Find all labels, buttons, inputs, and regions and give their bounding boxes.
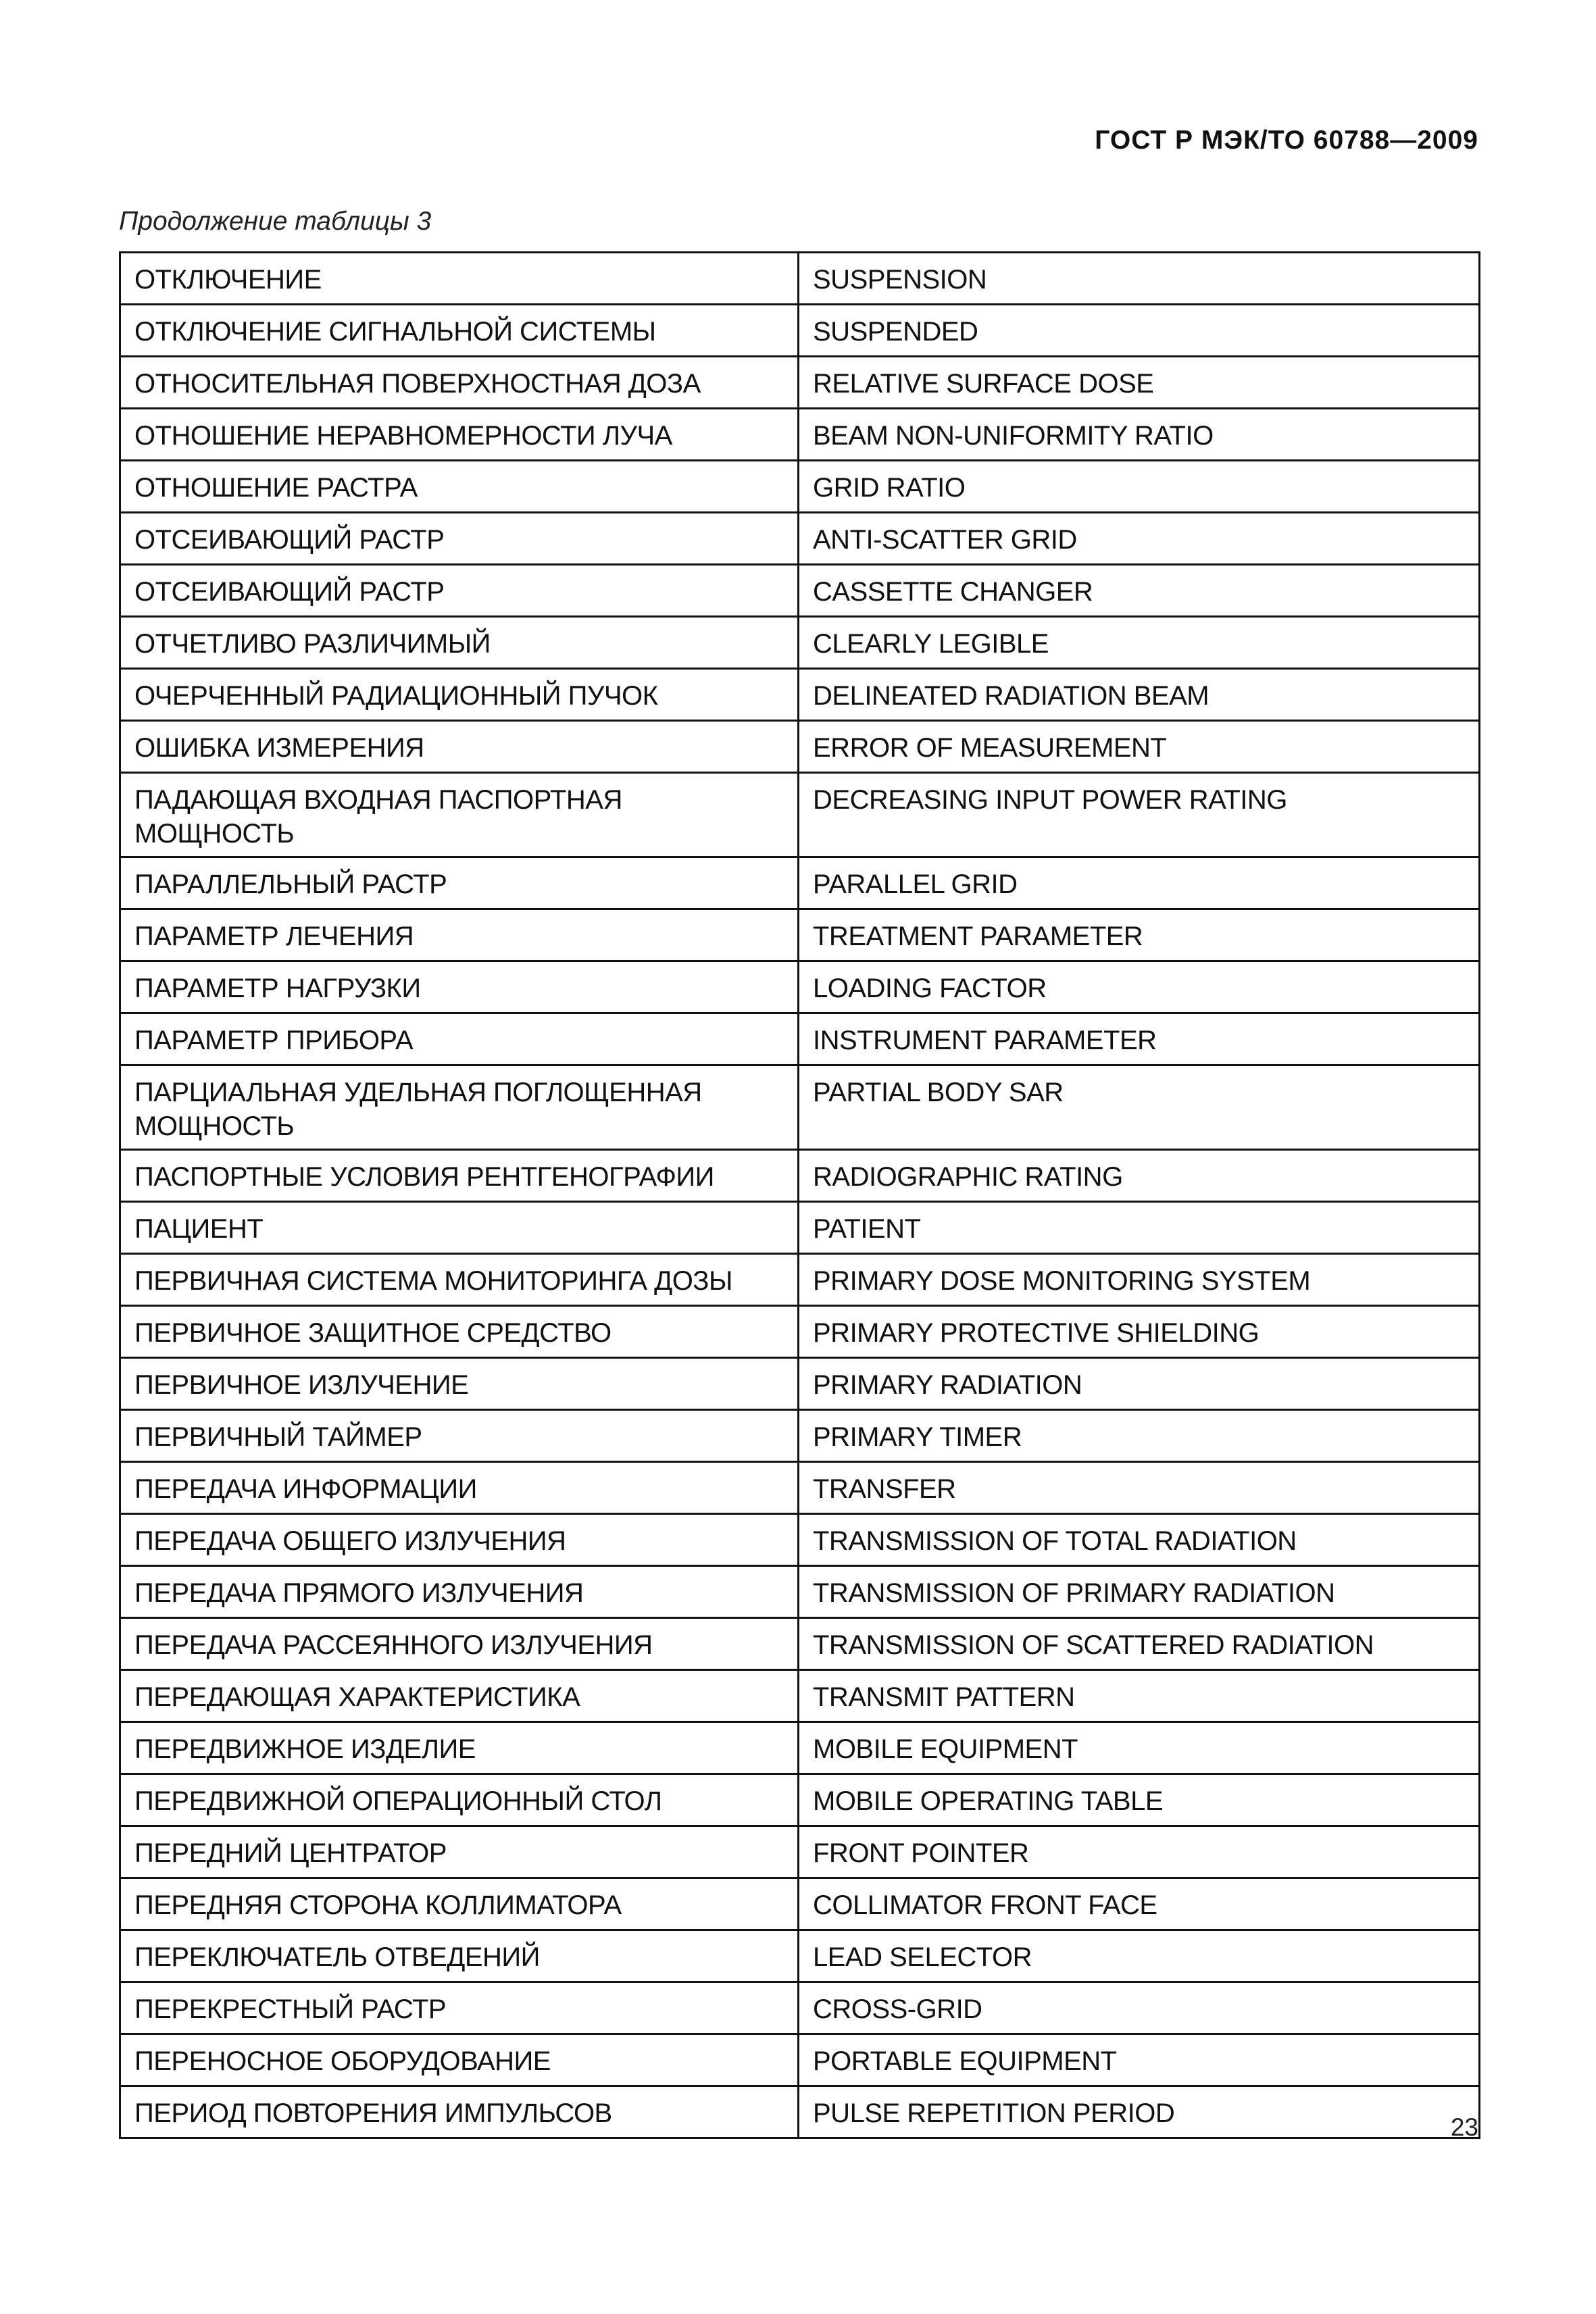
- term-russian: ПАРАМЕТР ПРИБОРА: [120, 1013, 799, 1065]
- term-english: CASSETTE CHANGER: [799, 565, 1480, 617]
- table-row: [120, 1306, 1480, 1358]
- table-row: [120, 1254, 1480, 1306]
- term-russian: ОТСЕИВАЮЩИЙ РАСТР: [120, 565, 799, 617]
- table-row: [120, 669, 1480, 721]
- term-russian: ПАРАМЕТР НАГРУЗКИ: [120, 961, 799, 1013]
- table-row: [120, 721, 1480, 773]
- table-row: [120, 1774, 1480, 1826]
- term-english: TRANSMIT PATTERN: [799, 1670, 1480, 1722]
- term-russian: ПЕРЕДНИЙ ЦЕНТРАТОР: [120, 1826, 799, 1878]
- term-russian: ПЕРЕДАЧА ИНФОРМАЦИИ: [120, 1462, 799, 1514]
- term-russian: ОТКЛЮЧЕНИЕ СИГНАЛЬНОЙ СИСТЕМЫ: [120, 305, 799, 357]
- term-english: TRANSMISSION OF SCATTERED RADIATION: [799, 1618, 1480, 1670]
- table-row: [120, 565, 1480, 617]
- term-russian: ПЕРЕКРЕСТНЫЙ РАСТР: [120, 1982, 799, 2034]
- term-russian: ПАЦИЕНТ: [120, 1202, 799, 1254]
- table-row: [120, 461, 1480, 513]
- term-russian: ОТЧЕТЛИВО РАЗЛИЧИМЫЙ: [120, 617, 799, 669]
- term-russian: ПАРАЛЛЕЛЬНЫЙ РАСТР: [120, 857, 799, 909]
- term-russian: ПЕРВИЧНАЯ СИСТЕМА МОНИТОРИНГА ДОЗЫ: [120, 1254, 799, 1306]
- table-row: [120, 909, 1480, 961]
- table-row: [120, 409, 1480, 461]
- table-row: [120, 2086, 1480, 2138]
- term-russian: ПАСПОРТНЫЕ УСЛОВИЯ РЕНТГЕНОГРАФИИ: [120, 1150, 799, 1202]
- term-russian: ОШИБКА ИЗМЕРЕНИЯ: [120, 721, 799, 773]
- table-row: [120, 1202, 1480, 1254]
- term-russian: ПЕРИОД ПОВТОРЕНИЯ ИМПУЛЬСОВ: [120, 2086, 799, 2138]
- term-russian: ОТКЛЮЧЕНИЕ: [120, 253, 799, 305]
- table-row: [120, 1878, 1480, 1930]
- term-english: PRIMARY DOSE MONITORING SYSTEM: [799, 1254, 1480, 1306]
- table-row: [120, 1462, 1480, 1514]
- term-english: CROSS-GRID: [799, 1982, 1480, 2034]
- table-row: [120, 1930, 1480, 1982]
- term-english: LEAD SELECTOR: [799, 1930, 1480, 1982]
- term-english: BEAM NON-UNIFORMITY RATIO: [799, 409, 1480, 461]
- term-english: TRANSFER: [799, 1462, 1480, 1514]
- term-russian: ПЕРВИЧНЫЙ ТАЙМЕР: [120, 1410, 799, 1462]
- term-russian: ПЕРВИЧНОЕ ЗАЩИТНОЕ СРЕДСТВО: [120, 1306, 799, 1358]
- table-row: [120, 305, 1480, 357]
- term-russian: ПЕРЕДАЮЩАЯ ХАРАКТЕРИСТИКА: [120, 1670, 799, 1722]
- terms-table-body: [120, 253, 1480, 2138]
- term-russian: ОТНОШЕНИЕ РАСТРА: [120, 461, 799, 513]
- term-english: PATIENT: [799, 1202, 1480, 1254]
- table-row: [120, 357, 1480, 409]
- table-row: [120, 1566, 1480, 1618]
- table-row: [120, 253, 1480, 305]
- term-english: LOADING FACTOR: [799, 961, 1480, 1013]
- term-russian: ПЕРВИЧНОЕ ИЗЛУЧЕНИЕ: [120, 1358, 799, 1410]
- terms-table: [119, 251, 1480, 2139]
- term-russian: ОТНОСИТЕЛЬНАЯ ПОВЕРХНОСТНАЯ ДОЗА: [120, 357, 799, 409]
- table-row: [120, 1150, 1480, 1202]
- table-row: [120, 857, 1480, 909]
- table-row: [120, 1670, 1480, 1722]
- table-row: [120, 2034, 1480, 2086]
- term-english: GRID RATIO: [799, 461, 1480, 513]
- term-english: PARTIAL BODY SAR: [799, 1065, 1480, 1150]
- term-english: PULSE REPETITION PERIOD: [799, 2086, 1480, 2138]
- term-russian: ПЕРЕКЛЮЧАТЕЛЬ ОТВЕДЕНИЙ: [120, 1930, 799, 1982]
- term-russian: ПЕРЕДАЧА ПРЯМОГО ИЗЛУЧЕНИЯ: [120, 1566, 799, 1618]
- term-english: TRANSMISSION OF PRIMARY RADIATION: [799, 1566, 1480, 1618]
- term-english: FRONT POINTER: [799, 1826, 1480, 1878]
- term-english: DELINEATED RADIATION BEAM: [799, 669, 1480, 721]
- term-russian: ПЕРЕДНЯЯ СТОРОНА КОЛЛИМАТОРА: [120, 1878, 799, 1930]
- page-number: 23: [1450, 2113, 1478, 2141]
- term-russian: ОЧЕРЧЕННЫЙ РАДИАЦИОННЫЙ ПУЧОК: [120, 669, 799, 721]
- term-russian: ОТСЕИВАЮЩИЙ РАСТР: [120, 513, 799, 565]
- table-row: [120, 1618, 1480, 1670]
- term-english: ANTI-SCATTER GRID: [799, 513, 1480, 565]
- term-english: RADIOGRAPHIC RATING: [799, 1150, 1480, 1202]
- table-row: [120, 513, 1480, 565]
- table-row: [120, 1410, 1480, 1462]
- table-row: [120, 1514, 1480, 1566]
- term-english: MOBILE EQUIPMENT: [799, 1722, 1480, 1774]
- term-russian: ПАРЦИАЛЬНАЯ УДЕЛЬНАЯ ПОГЛОЩЕННАЯ МОЩНОСТЬ: [120, 1065, 799, 1150]
- term-english: SUSPENDED: [799, 305, 1480, 357]
- table-row: [120, 1982, 1480, 2034]
- term-english: PRIMARY PROTECTIVE SHIELDING: [799, 1306, 1480, 1358]
- term-russian: ОТНОШЕНИЕ НЕРАВНОМЕРНОСТИ ЛУЧА: [120, 409, 799, 461]
- table-row: [120, 1013, 1480, 1065]
- table-row: [120, 1826, 1480, 1878]
- term-russian: ПЕРЕДАЧА РАССЕЯННОГО ИЗЛУЧЕНИЯ: [120, 1618, 799, 1670]
- term-english: PRIMARY RADIATION: [799, 1358, 1480, 1410]
- term-russian: ПАРАМЕТР ЛЕЧЕНИЯ: [120, 909, 799, 961]
- term-english: COLLIMATOR FRONT FACE: [799, 1878, 1480, 1930]
- term-english: TRANSMISSION OF TOTAL RADIATION: [799, 1514, 1480, 1566]
- term-english: MOBILE OPERATING TABLE: [799, 1774, 1480, 1826]
- term-english: PORTABLE EQUIPMENT: [799, 2034, 1480, 2086]
- table-row: [120, 961, 1480, 1013]
- term-english: TREATMENT PARAMETER: [799, 909, 1480, 961]
- term-english: SUSPENSION: [799, 253, 1480, 305]
- term-english: PRIMARY TIMER: [799, 1410, 1480, 1462]
- table-caption: Продолжение таблицы 3: [119, 207, 432, 236]
- term-english: INSTRUMENT PARAMETER: [799, 1013, 1480, 1065]
- term-russian: ПЕРЕДВИЖНОЕ ИЗДЕЛИЕ: [120, 1722, 799, 1774]
- table-row: [120, 617, 1480, 669]
- term-english: ERROR OF MEASUREMENT: [799, 721, 1480, 773]
- term-english: DECREASING INPUT POWER RATING: [799, 773, 1480, 857]
- term-russian: ПАДАЮЩАЯ ВХОДНАЯ ПАСПОРТНАЯ МОЩНОСТЬ: [120, 773, 799, 857]
- standard-code: ГОСТ Р МЭК/ТО 60788—2009: [1095, 126, 1478, 155]
- term-russian: ПЕРЕДВИЖНОЙ ОПЕРАЦИОННЫЙ СТОЛ: [120, 1774, 799, 1826]
- term-russian: ПЕРЕНОСНОЕ ОБОРУДОВАНИЕ: [120, 2034, 799, 2086]
- term-english: CLEARLY LEGIBLE: [799, 617, 1480, 669]
- table-row: [120, 1065, 1480, 1150]
- table-row: [120, 1722, 1480, 1774]
- term-english: PARALLEL GRID: [799, 857, 1480, 909]
- term-english: RELATIVE SURFACE DOSE: [799, 357, 1480, 409]
- term-russian: ПЕРЕДАЧА ОБЩЕГО ИЗЛУЧЕНИЯ: [120, 1514, 799, 1566]
- table-row: [120, 773, 1480, 857]
- table-row: [120, 1358, 1480, 1410]
